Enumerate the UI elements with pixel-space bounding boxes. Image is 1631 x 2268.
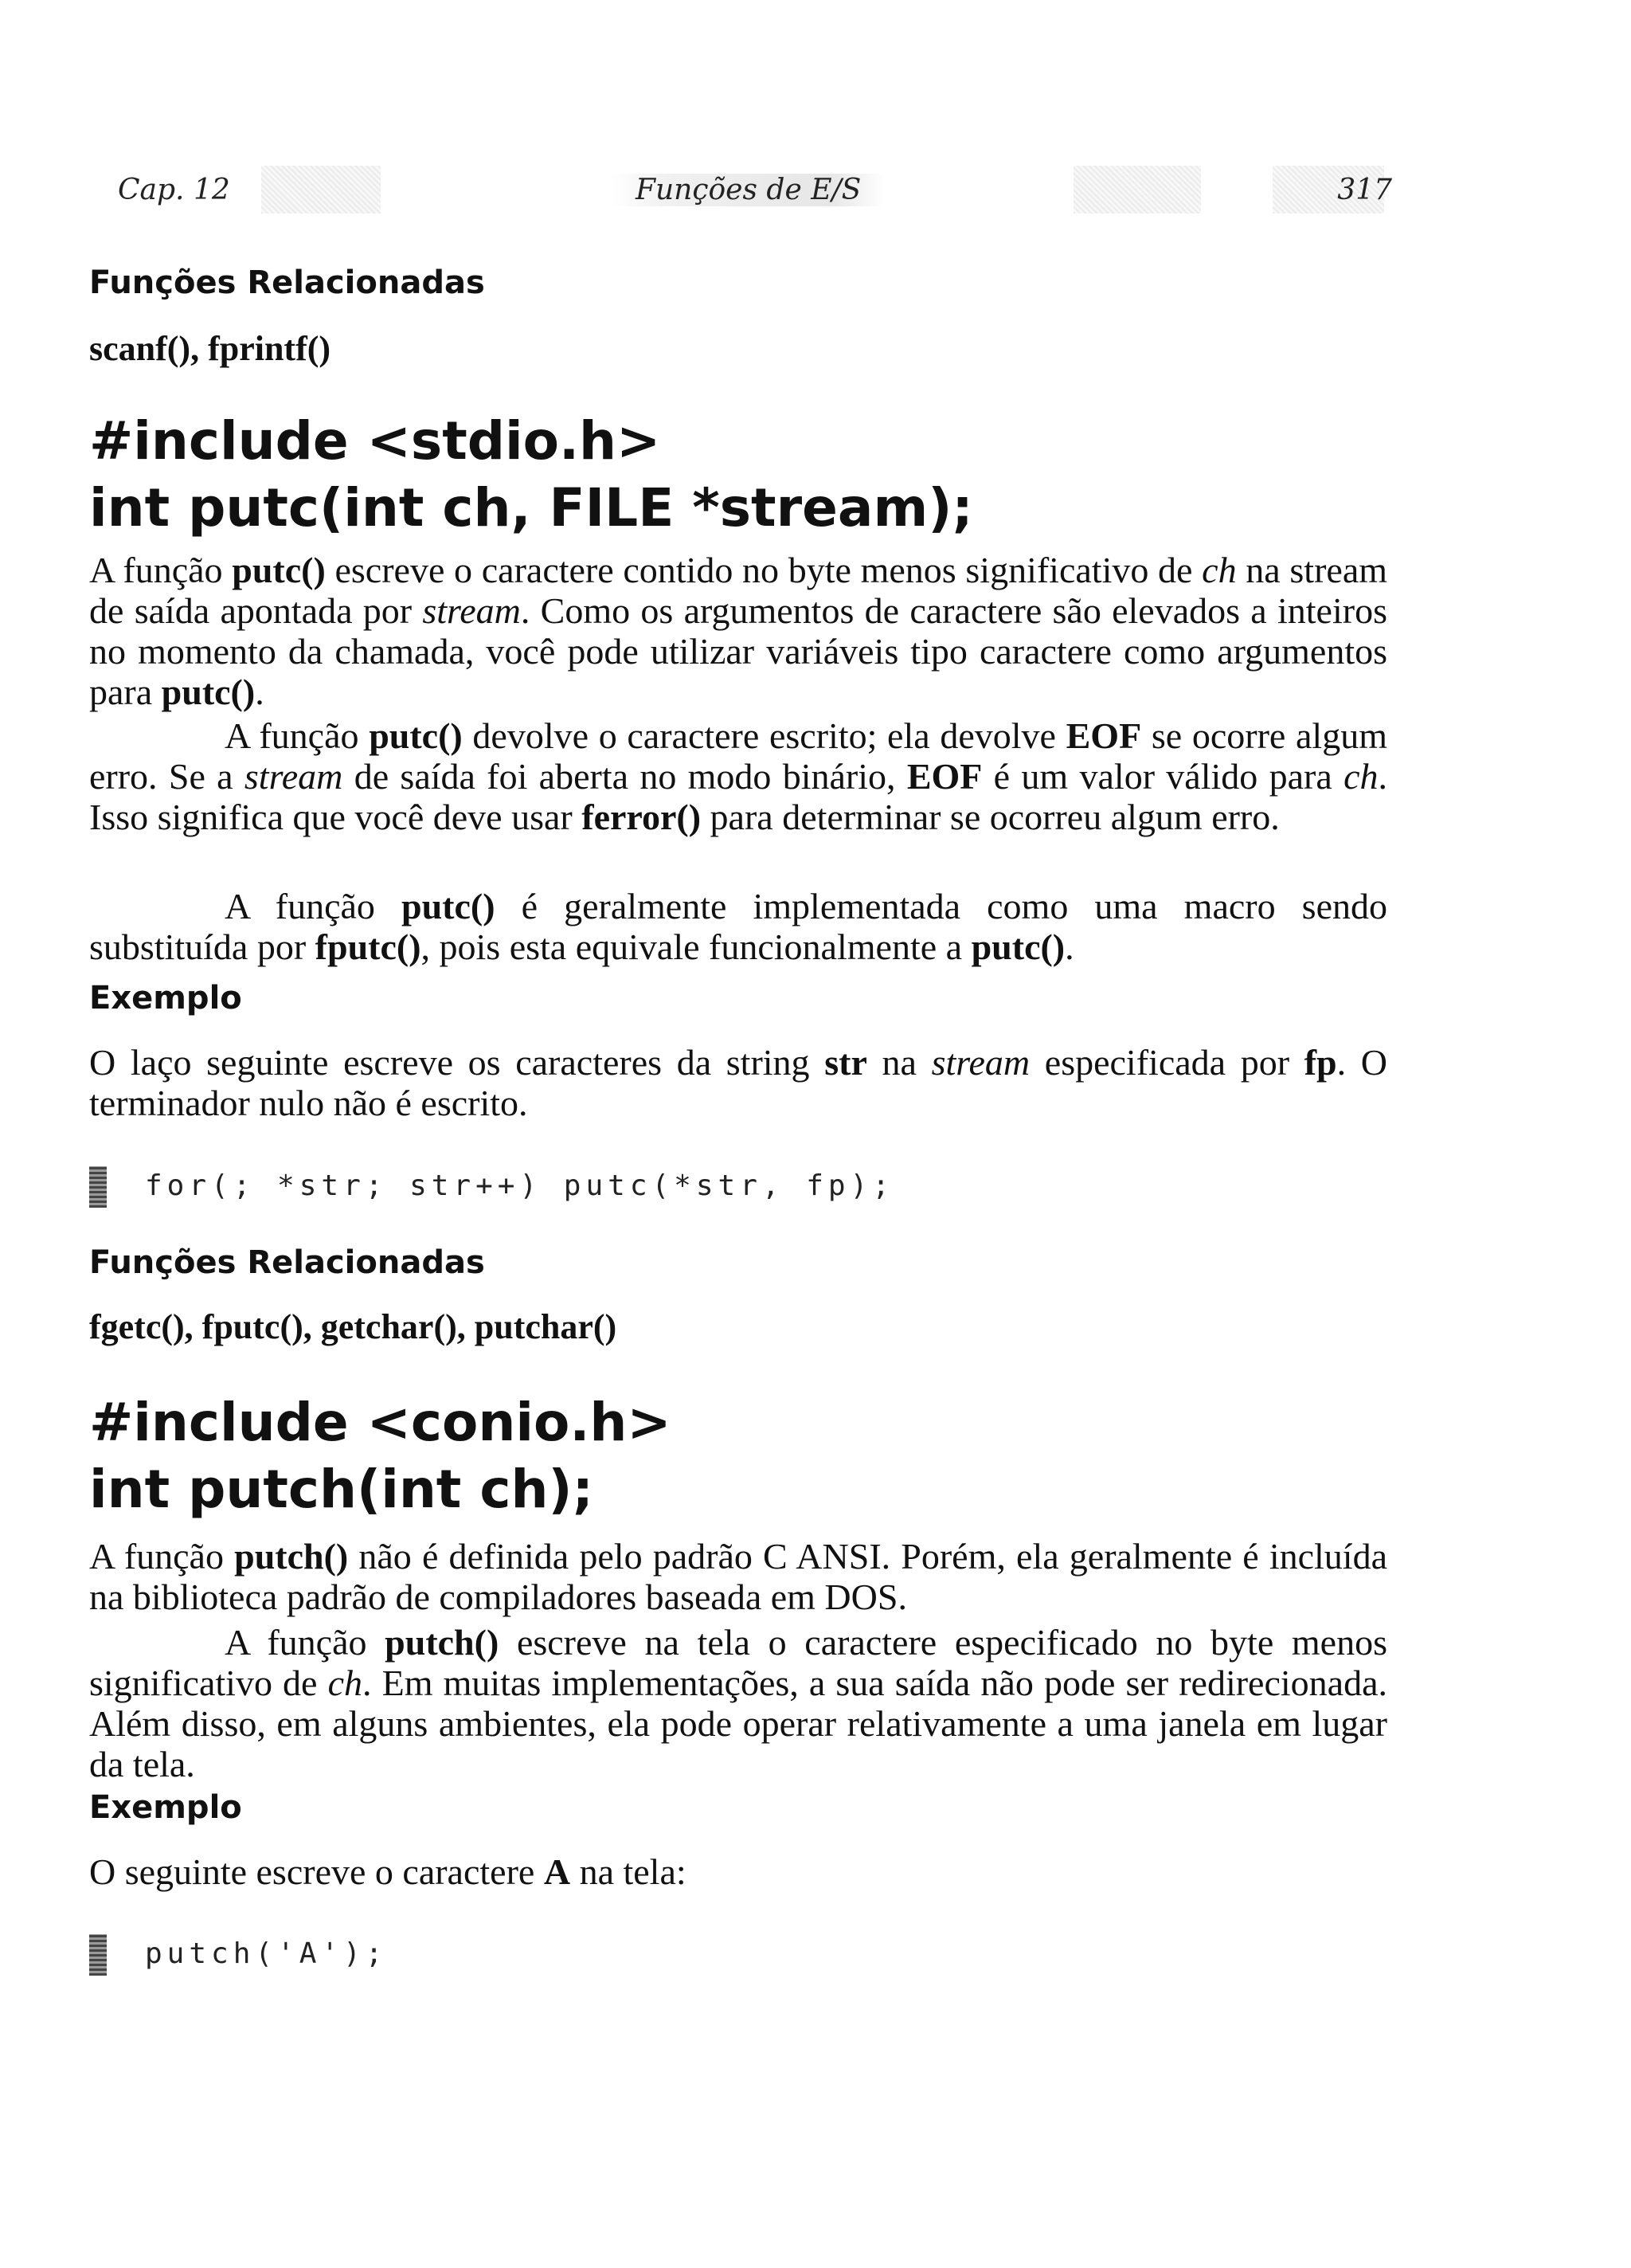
- scan-shading: [1074, 166, 1201, 213]
- chapter-label: Cap. 12: [118, 174, 230, 206]
- example-heading: Exemplo: [89, 980, 242, 1016]
- related-functions-heading: Funções Relacionadas: [89, 1244, 485, 1281]
- related-functions-list: fgetc(), fputc(), getchar(), putchar(): [89, 1307, 617, 1346]
- include-directive: #include <stdio.h>: [89, 410, 661, 472]
- example-description: O laço seguinte escreve os caracteres da string str na stream especificada por fp. O terminador nulo não é escrito.: [89, 1042, 1388, 1123]
- paragraph: A função putc() devolve o caractere escrito; ela devolve EOF se ocorre algum erro. Se a stream de saída foi aberta no modo binário, EOF é um valor válido para ch. Isso significa que você deve usar ferror() para determinar se ocorreu algum erro.: [89, 715, 1387, 837]
- function-prototype: int putch(int ch);: [89, 1459, 593, 1520]
- header-title: Funções de E/S: [612, 174, 885, 206]
- code-line: putch('A');: [145, 1937, 388, 1970]
- related-functions-heading: Funções Relacionadas: [89, 264, 485, 301]
- paragraph: A função putc() é geralmente implementada como uma macro sendo substituída por fputc(), pois esta equivale funcionalmente a putc().: [89, 886, 1387, 967]
- code-example: [89, 1166, 894, 1208]
- paragraph: A função putch() escreve na tela o caractere especificado no byte menos significativo de ch. Em muitas implementações, a sua saída não pode ser redirecionada. Além disso, em alguns ambientes, ela pode operar relativamente a uma janela em lugar da tela.: [89, 1622, 1387, 1784]
- example-description: O seguinte escreve o caractere A na tela:: [89, 1851, 686, 1892]
- code-marker: [89, 1934, 107, 1976]
- paragraph: A função putc() escreve o caractere contido no byte menos significativo de ch na stream de saída apontada por stream. Como os argumentos de caractere são elevados a inteiros no momento da chamada, você pode utilizar variáveis tipo caractere como argumentos para putc().: [89, 550, 1388, 712]
- scan-shading: [261, 166, 381, 213]
- page-number: 317: [1337, 174, 1392, 206]
- related-functions-list: scanf(), fprintf(): [89, 329, 331, 368]
- function-prototype: int putc(int ch, FILE *stream);: [89, 477, 973, 539]
- code-example: [89, 1934, 387, 1976]
- paragraph: A função putch() não é definida pelo padrão C ANSI. Porém, ela geralmente é incluída na biblioteca padrão de compiladores baseada em DOS.: [89, 1536, 1387, 1617]
- example-heading: Exemplo: [89, 1789, 242, 1826]
- code-marker: [89, 1166, 107, 1208]
- include-directive: #include <conio.h>: [89, 1392, 671, 1453]
- running-header: [118, 174, 1392, 221]
- code-line: for(; *str; str++) putc(*str, fp);: [145, 1169, 894, 1202]
